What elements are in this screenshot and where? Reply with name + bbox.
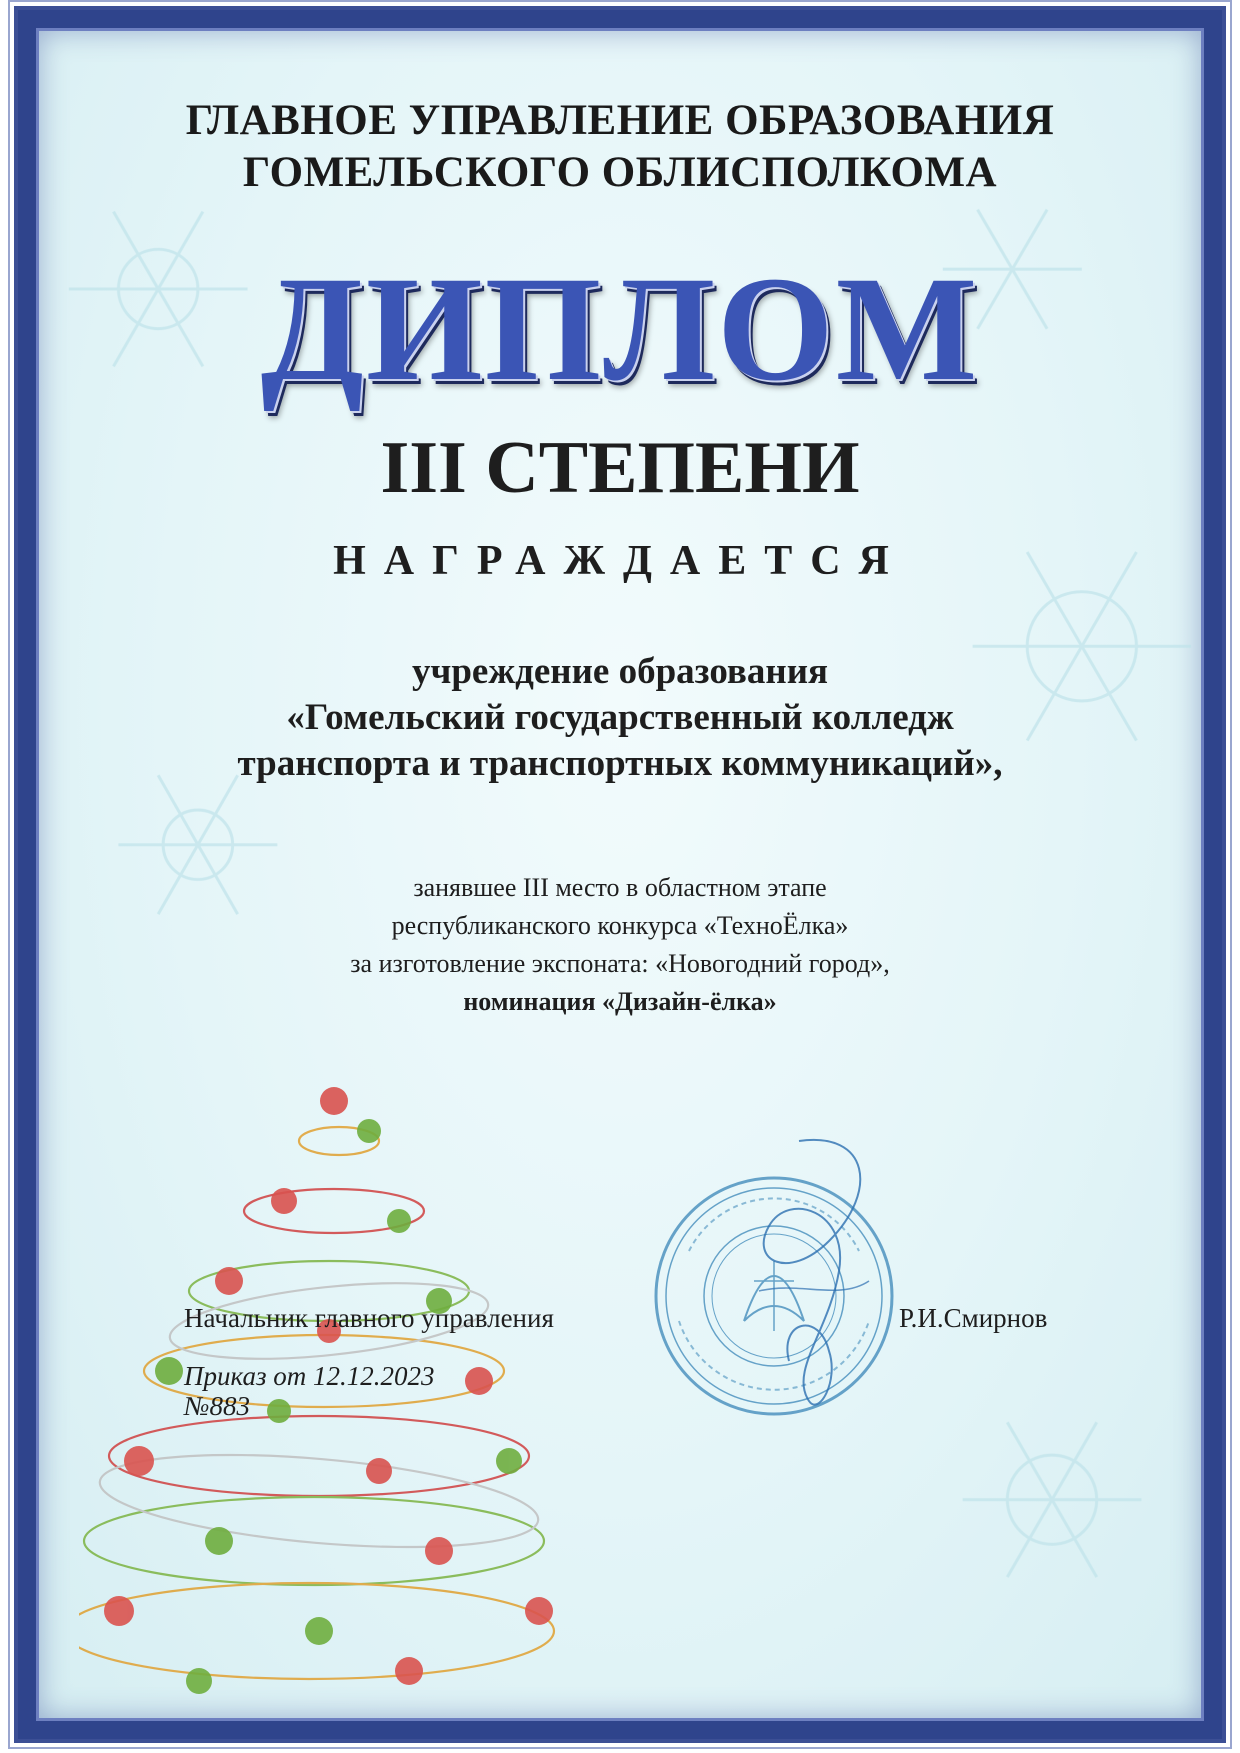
handwritten-signature [729,1131,879,1421]
issuer-line-1: ГЛАВНОЕ УПРАВЛЕНИЕ ОБРАЗОВАНИЯ [185,97,1055,144]
award-reason [39,869,1201,1021]
issuer-heading [39,95,1201,199]
issuer-line-2: ГОМЕЛЬСКОГО ОБЛИСПОЛКОМА [242,149,998,196]
awarded-label: НАГРАЖДАЕТСЯ [333,538,907,584]
diploma-frame [14,6,1226,1743]
diploma-title: ДИПЛОМ [260,246,980,412]
signatory-name: Р.И.Смирнов [899,1303,1048,1333]
diploma-degree: III СТЕПЕНИ [380,427,860,509]
recipient-block [39,649,1201,787]
recipient-line-1: учреждение образования [411,651,829,692]
order-number: №883 [184,1391,250,1421]
signatory-position: Начальник главного управления [184,1303,554,1333]
recipient-line-2: «Гомельский государственный колледж [286,697,954,738]
reason-line-1: занявшее III место в областном этапе [413,873,827,902]
diploma-paper [36,28,1204,1721]
reason-nomination: номинация «Дизайн-ёлка» [463,987,777,1016]
recipient-line-3: транспорта и транспортных коммуникаций», [237,743,1003,784]
order-reference [184,1361,435,1421]
reason-line-2: республиканского конкурса «ТехноЁлка» [391,911,849,940]
order-date: Приказ от 12.12.2023 [184,1361,435,1391]
reason-line-3: за изготовление экспоната: «Новогодний город», [350,949,890,978]
